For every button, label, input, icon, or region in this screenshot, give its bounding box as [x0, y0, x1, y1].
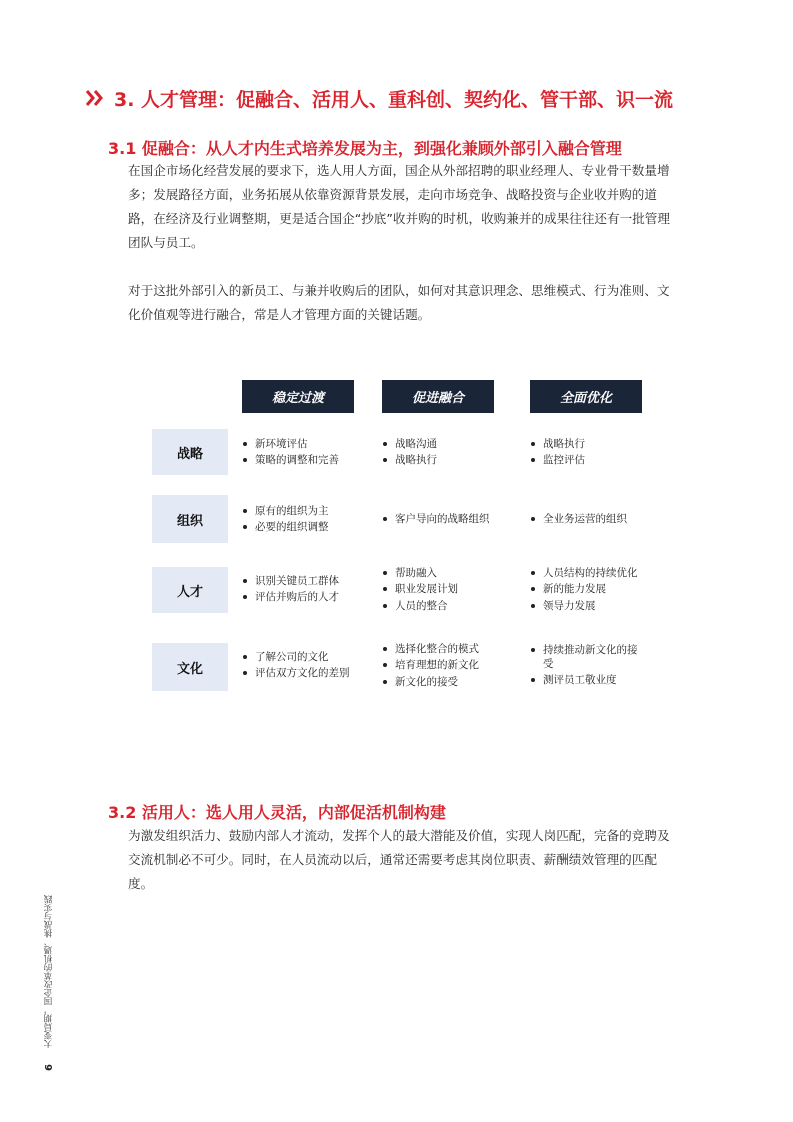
cell-organization-integrate — [382, 495, 522, 543]
section-3-2-title: 3.2 活用人：选人用人灵活，内部促活机制构建 — [108, 803, 446, 822]
section-3-1-paragraph-1: 在国企市场化经营发展的要求下，选人用人方面，国企从外部招聘的职业经理人、专业骨干数量增多；发展路径方面，业务拓展从依靠资源背景发展，走向市场竞争、战略投资与企业收并购的道路，在经济及行业调整期，更是适合国企“抄底”收并购的时机，收购兼并的成果往往还有一批管理团队与员工。 — [128, 163, 670, 250]
row-header-talent: 人才 — [152, 567, 228, 613]
list-item: 战略沟通 — [382, 437, 522, 451]
cell-talent-optimize — [530, 557, 670, 621]
list-item: 新文化的接受 — [382, 675, 522, 689]
cell-strategy-stable — [242, 429, 372, 475]
list-item: 战略执行 — [530, 437, 670, 451]
list-item: 人员结构的持续优化 — [530, 566, 670, 580]
double-chevron-icon — [84, 87, 106, 109]
column-header-integrate: 促进融合 — [382, 380, 494, 413]
cell-talent-integrate — [382, 557, 522, 621]
list-item: 评估双方文化的差别 — [242, 666, 372, 680]
list-item: 人员的整合 — [382, 599, 522, 613]
column-header-optimize: 全面优化 — [530, 380, 642, 413]
list-item: 新环境评估 — [242, 437, 372, 451]
row-header-culture: 文化 — [152, 643, 228, 691]
cell-strategy-optimize — [530, 429, 670, 475]
list-item: 必要的组织调整 — [242, 520, 372, 534]
section-3-2-paragraph-1: 为激发组织活力、鼓励内部人才流动，发挥个人的最大潜能及价值，实现人岗匹配，完备的竞聘及交流机制必不可少。同时，在人员流动以后，通常还需要考虑其岗位职责、薪酬绩效管理的匹配度。 — [128, 828, 670, 891]
list-item: 新的能力发展 — [530, 582, 670, 596]
cell-culture-integrate — [382, 632, 522, 698]
list-item: 选择化整合的模式 — [382, 642, 522, 656]
section-3-1-paragraph-2: 对于这批外部引入的新员工、与兼并收购后的团队，如何对其意识理念、思维模式、行为准则、文化价值观等进行融合，常是人才管理方面的关键话题。 — [128, 283, 670, 322]
row-header-organization: 组织 — [152, 495, 228, 543]
sidebar-text: 大变局期，国企改革的机遇、挑战与实践 — [44, 894, 54, 1048]
cell-talent-stable — [242, 557, 372, 621]
list-item: 测评员工敬业度 — [530, 673, 642, 687]
list-item: 战略执行 — [382, 453, 522, 467]
list-item: 监控评估 — [530, 453, 670, 467]
main-heading — [84, 84, 673, 112]
section-3-1-title: 3.1 促融合：从人才内生式培养发展为主，到强化兼顾外部引入融合管理 — [108, 139, 622, 158]
page-number: 6 — [43, 1064, 55, 1071]
cell-organization-stable — [242, 495, 372, 543]
list-item: 策略的调整和完善 — [242, 453, 372, 467]
cell-organization-optimize — [530, 495, 670, 543]
list-item: 评估并购后的人才 — [242, 590, 372, 604]
list-item: 职业发展计划 — [382, 582, 522, 596]
list-item: 帮助融入 — [382, 566, 522, 580]
cell-culture-stable — [242, 632, 372, 698]
list-item: 培育理想的新文化 — [382, 658, 522, 672]
list-item: 领导力发展 — [530, 599, 670, 613]
row-header-strategy: 战略 — [152, 429, 228, 475]
list-item: 客户导向的战略组织 — [382, 512, 522, 526]
list-item: 持续推动新文化的接受 — [530, 643, 642, 671]
main-heading-text: 3. 人才管理：促融合、活用人、重科创、契约化、管干部、识一流 — [114, 88, 674, 111]
list-item: 原有的组织为主 — [242, 504, 372, 518]
cell-culture-optimize — [530, 632, 642, 698]
list-item: 识别关键员工群体 — [242, 574, 372, 588]
cell-strategy-integrate — [382, 429, 522, 475]
column-header-stable: 稳定过渡 — [242, 380, 354, 413]
sidebar-publication-title — [36, 866, 62, 1076]
list-item: 了解公司的文化 — [242, 650, 372, 664]
list-item: 全业务运营的组织 — [530, 512, 670, 526]
